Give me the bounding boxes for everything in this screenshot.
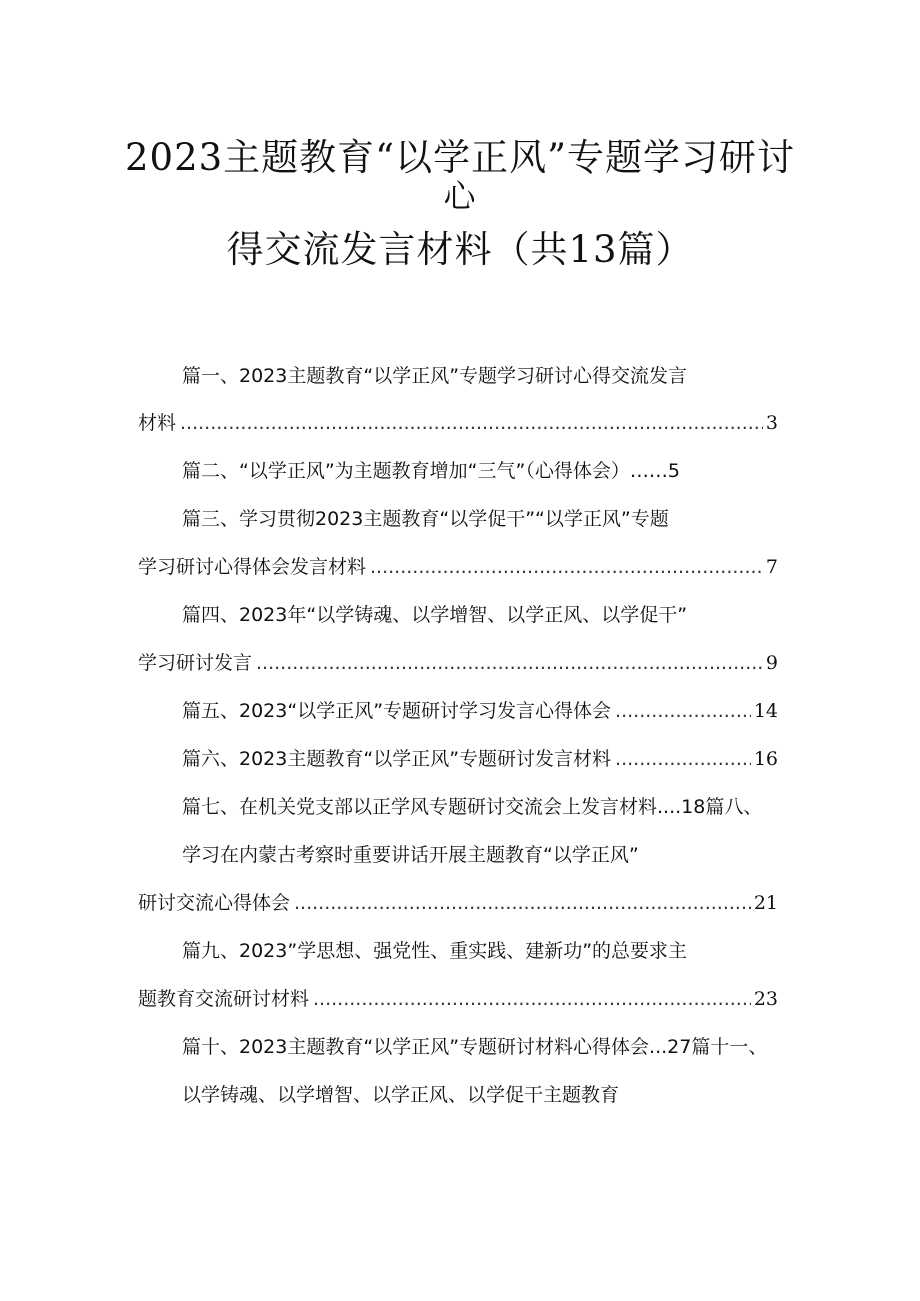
toc-entry-6[interactable] [182, 746, 778, 772]
toc-entry-text: 篇三、学习贯彻2023主题教育“以学促干”“以学正风”专题 [182, 508, 669, 530]
toc-entry-text: 篇四、2023年“以学铸魂、以学增智、以学正风、以学促干” [182, 604, 688, 626]
toc-page-number: 9 [765, 652, 778, 674]
toc-entry-text: 以学铸魂、以学增智、以学正风、以学促干主题教育 [182, 1084, 620, 1106]
toc-entry-text: 篇九、2023”学思想、强党性、重实践、建新功”的总要求主 [182, 940, 688, 962]
toc-page-number: 7 [765, 556, 778, 578]
toc-entry-8-line-2[interactable] [138, 890, 778, 916]
toc-entry-2[interactable] [182, 458, 782, 484]
toc-entry-7[interactable] [182, 794, 812, 820]
toc-leader-dots [615, 698, 751, 724]
toc-leader-dots [313, 986, 751, 1012]
toc-page-number: 23 [753, 988, 778, 1010]
toc-page-number: 3 [765, 412, 778, 434]
toc-entry-9-line-1[interactable] [182, 938, 742, 964]
toc-entry-1-line-2[interactable] [138, 410, 778, 436]
toc-page-number: 14 [753, 700, 778, 722]
toc-entry-1-line-1[interactable] [182, 363, 742, 389]
toc-entry-5[interactable] [182, 698, 778, 724]
toc-entry-text: 学习研讨心得体会发言材料 [138, 556, 367, 578]
toc-page-number: 16 [753, 748, 778, 770]
toc-entry-9-line-2[interactable] [138, 986, 778, 1012]
toc-leader-dots [256, 650, 763, 676]
toc-leader-dots [370, 554, 763, 580]
toc-entry-10[interactable] [182, 1034, 812, 1060]
toc-entry-text: 篇一、2023主题教育“以学正风”专题学习研讨心得交流发言 [182, 365, 688, 387]
toc-leader-dots [294, 890, 751, 916]
toc-leader-dots [180, 410, 763, 436]
document-title-line-3: 得交流发言材料（共13篇） [226, 228, 694, 271]
toc-entry-text: 篇六、2023主题教育“以学正风”专题研讨发言材料 [182, 748, 612, 770]
toc-entry-text: 篇七、在机关党支部以正学风专题研讨交流会上发言材料....18篇八、 [182, 796, 763, 818]
toc-entry-text: 材料 [138, 412, 177, 434]
toc-entry-text: 研讨交流心得体会 [138, 892, 291, 914]
document-title-line-1: 2023主题教育“以学正风”专题学习研讨 [125, 136, 795, 179]
toc-entry-4-line-1[interactable] [182, 602, 742, 628]
toc-entry-text: 篇二、“以学正风”为主题教育增加“三气”（心得体会）……5 [182, 460, 680, 482]
toc-entry-text: 学习在内蒙古考察时重要讲话开展主题教育“以学正风” [182, 844, 639, 866]
toc-entry-11-line-1[interactable] [182, 1082, 742, 1108]
toc-leader-dots [615, 746, 751, 772]
document-title-line-2: 心 [443, 177, 477, 215]
toc-page-number: 21 [753, 892, 778, 914]
toc-entry-text: 篇十、2023主题教育“以学正风”专题研讨材料心得体会...27篇十一、 [182, 1036, 768, 1058]
toc-entry-4-line-2[interactable] [138, 650, 778, 676]
toc-entry-3-line-2[interactable] [138, 554, 778, 580]
toc-entry-3-line-1[interactable] [182, 506, 742, 532]
toc-entry-text: 学习研讨发言 [138, 652, 253, 674]
toc-entry-8-line-1[interactable] [182, 842, 742, 868]
toc-entry-text: 篇五、2023“以学正风”专题研讨学习发言心得体会 [182, 700, 612, 722]
toc-entry-text: 题教育交流研讨材料 [138, 988, 310, 1010]
